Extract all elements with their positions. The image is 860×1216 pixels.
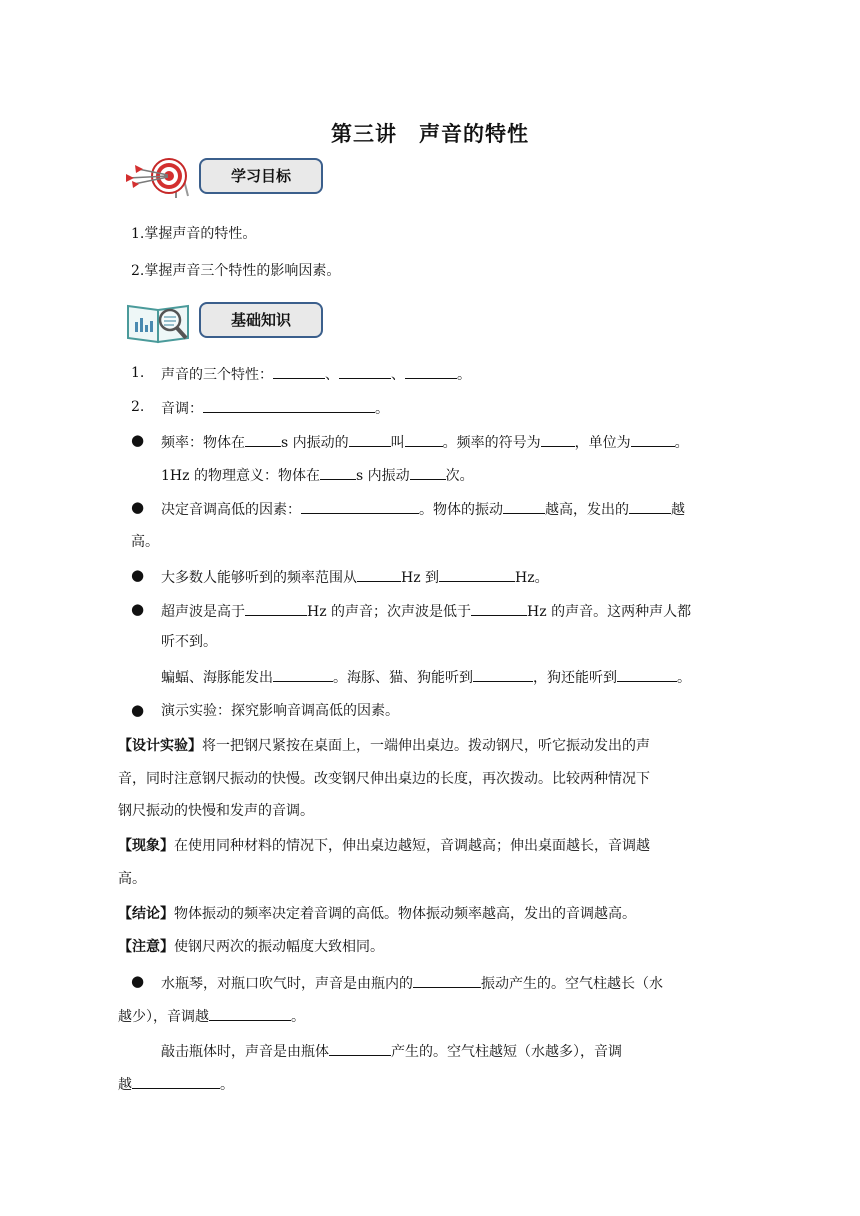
hz-meaning [161,464,474,486]
blank [629,498,671,514]
list-item-1-number: 1. [131,365,145,381]
blank [413,972,481,988]
text: 、 [391,367,405,383]
objective-1: 1.掌握声音的特性。 [131,226,257,242]
text: 、 [325,367,339,383]
bullet-hearing-range [161,566,549,588]
bullet-dot: ● [131,972,145,990]
text: 1Hz 的物理意义：物体在 [161,468,320,484]
phenomenon-line-2: 高。 [118,871,146,887]
text: Hz 到 [401,570,440,586]
blank [471,600,527,616]
blank [541,431,575,447]
text: 。海豚、猫、狗能听到 [333,670,473,686]
blank [132,1073,220,1089]
tag: 【现象】 [118,838,174,854]
design-line-3: 钢尺振动的快慢和发声的音调。 [118,803,314,819]
text: 。 [674,435,689,451]
text: ，狗还能听到 [533,670,617,686]
tag: 【注意】 [118,939,174,955]
text: 使钢尺两次的振动幅度大致相同。 [174,939,384,955]
list-item-2-number: 2. [131,399,145,415]
design-line-1 [118,736,650,756]
blank [410,464,446,480]
blank [357,566,401,582]
text: 蝙蝠、海豚能发出 [161,670,273,686]
text: 。 [220,1077,234,1093]
conclusion [118,904,636,924]
blank [245,600,307,616]
text: 决定音调高低的因素： [161,502,301,518]
text: Hz 的声音。这两种声人都 [527,604,692,620]
text: 频率：物体在 [161,435,245,451]
text: 产生的。空气柱越短（水越多），音调 [391,1044,622,1060]
bullet-dot: ● [131,431,145,449]
text: 。 [677,670,691,686]
bullet-demo: 演示实验：探究影响音调高低的因素。 [161,703,399,719]
ultrasound-continued: 听不到。 [161,634,217,650]
target-with-arrows-icon [124,154,194,200]
water-bottle-continued [118,1005,305,1027]
blank [617,666,677,682]
text: 将一把钢尺紧按在桌面上，一端伸出桌边。拨动钢尺，听它振动发出的声 [202,738,650,754]
text: 次。 [445,468,474,484]
text: 。 [457,367,471,383]
bullet-dot: ● [131,498,145,516]
blank [339,363,391,379]
blank [349,431,391,447]
section-label-basics: 基础知识 [199,302,323,338]
bullet-dot: ● [131,566,145,584]
text: 叫 [390,435,405,451]
blank [631,431,675,447]
blank [405,431,443,447]
text: 。频率的符号为 [442,435,541,451]
text: 超声波是高于 [161,604,245,620]
list-item-2 [161,397,389,419]
text: 。物体的振动 [419,502,503,518]
bullet-water-bottle [161,972,663,994]
text: 越少），音调越 [118,1009,209,1025]
knock-bottle-line [161,1040,622,1062]
blank [209,1005,291,1021]
text: 水瓶琴，对瓶口吹气时，声音是由瓶内的 [161,976,413,992]
blank [301,498,419,514]
text: 。 [375,401,389,417]
objective-2: 2.掌握声音三个特性的影响因素。 [131,263,341,279]
tag: 【结论】 [118,906,174,922]
list-item-1 [161,363,471,385]
tag: 【设计实验】 [118,738,202,754]
phenomenon-line-1 [118,836,650,856]
blank [503,498,545,514]
text: s 内振动 [355,468,410,484]
bullet-ultrasound [161,600,691,622]
text: ，单位为 [574,435,631,451]
text: Hz。 [515,570,549,586]
blank [405,363,457,379]
bullet-dot: ● [131,600,145,618]
bullet-frequency [161,431,689,453]
page-title: 第三讲 声音的特性 [331,122,529,146]
text: 越 [118,1077,132,1093]
blank [473,666,533,682]
blank [245,431,281,447]
blank [273,363,325,379]
blank [439,566,515,582]
blank [273,666,333,682]
text: 物体振动的频率决定着音调的高低。物体振动频率越高，发出的音调越高。 [174,906,636,922]
design-line-2: 音，同时注意钢尺振动的快慢。改变钢尺伸出桌边的长度，再次拨动。比较两种情况下 [118,771,650,787]
note [118,937,384,957]
text: 越高，发出的 [545,502,629,518]
text: s 内振动的 [281,435,349,451]
text: Hz 的声音；次声波是低于 [307,604,472,620]
bullet-pitch-factor [161,498,685,520]
blank [329,1040,391,1056]
text: 音调： [161,401,203,417]
text: 振动产生的。空气柱越长（水 [481,976,663,992]
text: 越 [671,502,685,518]
bullet-dot: ● [131,701,145,719]
book-with-magnifier-icon [124,298,194,344]
text: 大多数人能够听到的频率范围从 [161,570,357,586]
bat-dolphin-line [161,666,691,688]
text: 。 [291,1009,305,1025]
knock-bottle-continued [118,1073,234,1095]
text: 声音的三个特性： [161,367,273,383]
blank [320,464,356,480]
blank [203,397,375,413]
pitch-factor-continued: 高。 [131,534,159,550]
text: 在使用同种材料的情况下，伸出桌边越短，音调越高；伸出桌面越长，音调越 [174,838,650,854]
section-label-objectives: 学习目标 [199,158,323,194]
text: 敲击瓶体时，声音是由瓶体 [161,1044,329,1060]
